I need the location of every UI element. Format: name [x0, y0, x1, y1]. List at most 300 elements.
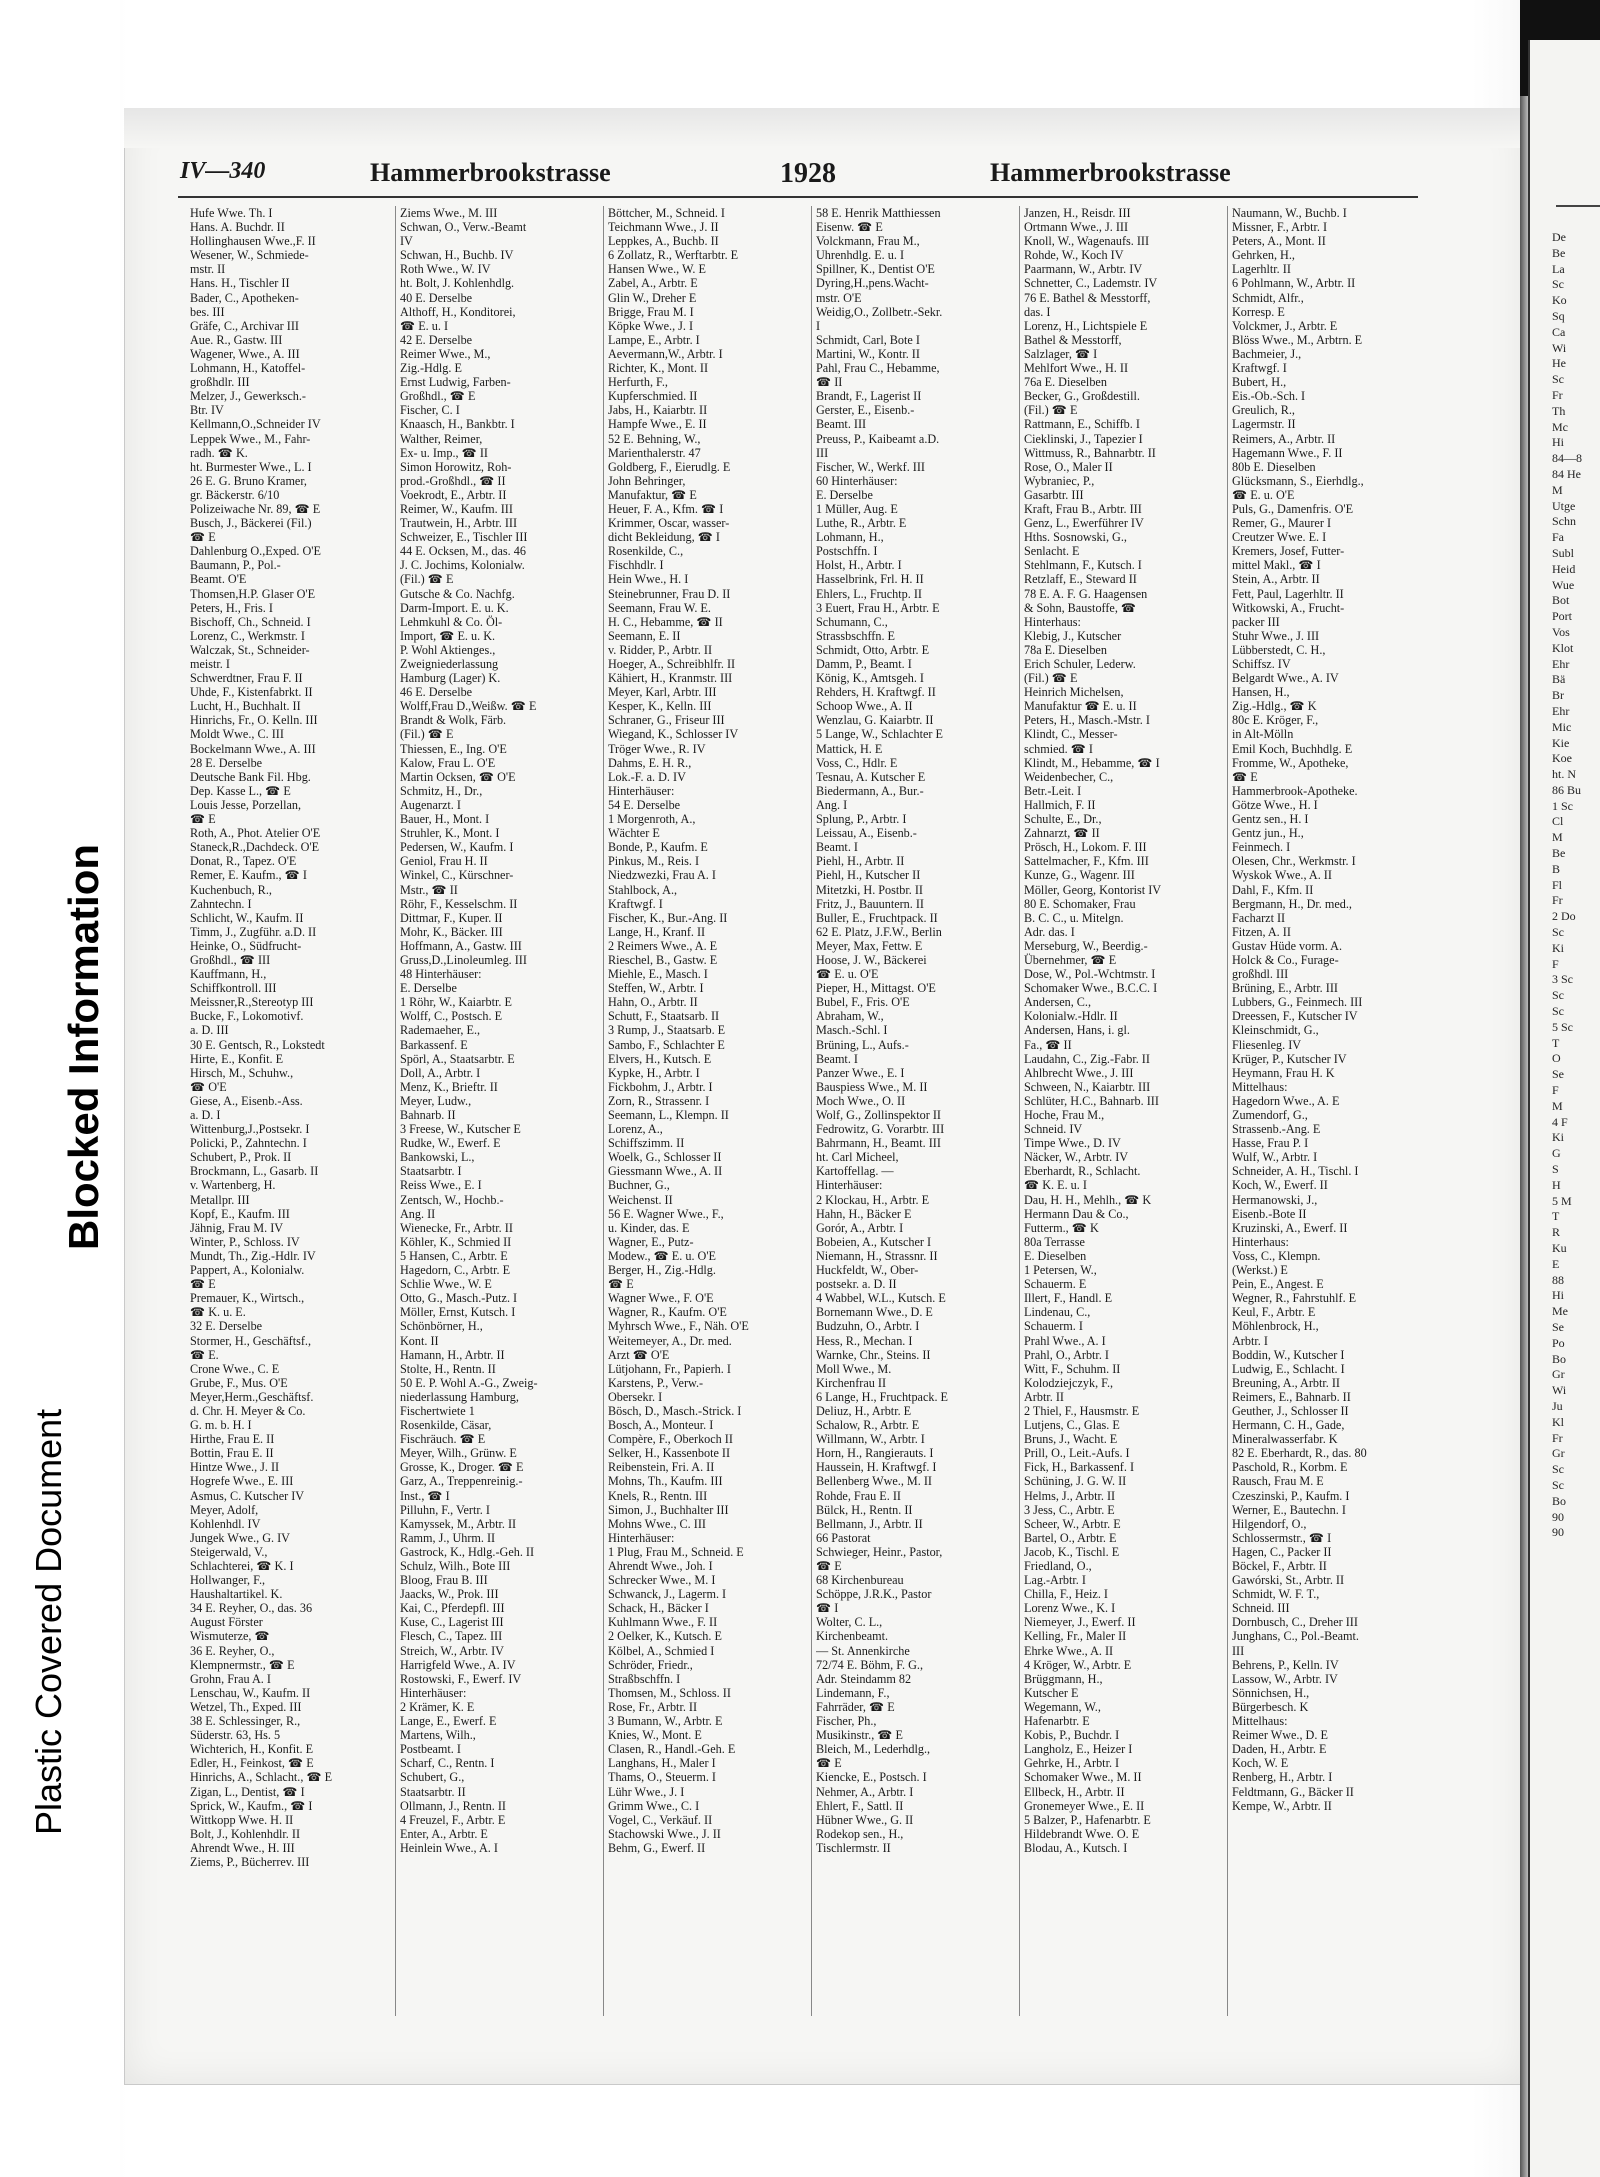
directory-entry: Kypke, H., Arbtr. I [608, 1065, 700, 1080]
directory-entry: Struhler, K., Mont. I [400, 826, 500, 841]
directory-entry: Kauffmann, H., [190, 967, 267, 982]
directory-entry: Gehrke, H., Arbtr. I [1024, 1756, 1120, 1771]
directory-entry: Simon, J., Buchhalter III [608, 1502, 729, 1517]
directory-entry: Giese, A., Eisenb.-Ass. [190, 1093, 303, 1108]
directory-entry: Remer, E. Kaufm., ☎ I [190, 868, 307, 883]
directory-entry: Feinmech. I [1232, 840, 1291, 855]
directory-entry: Kesper, K., Kelln. III [608, 699, 712, 714]
directory-entry: Edler, H., Feinkost, ☎ E [190, 1756, 314, 1771]
directory-entry: Rose, Fr., Arbtr. II [608, 1699, 698, 1714]
directory-entry: Renberg, H., Arbtr. I [1232, 1770, 1333, 1785]
directory-entry: Stein, A., Arbtr. II [1232, 572, 1320, 587]
directory-entry: Brandt & Wolk, Färb. [400, 713, 507, 728]
directory-entry: Walczak, St., Schneider- [190, 642, 310, 657]
directory-entry: Scheer, W., Arbtr. E [1024, 1516, 1121, 1531]
adjacent-page-fragment: Sc [1552, 1462, 1564, 1477]
directory-entry: Bleich, M., Lederhdlg., [816, 1742, 931, 1757]
directory-entry: Manufaktur ☎ E. u. II [1024, 699, 1137, 714]
directory-entry: Pedersen, W., Kaufm. I [400, 840, 514, 855]
directory-entry: ☎ O'E [190, 1079, 227, 1094]
directory-entry: König, K., Amtsgeh. I [816, 671, 924, 686]
directory-entry: Louis Jesse, Porzellan, [190, 797, 302, 812]
directory-entry: Bloog, Frau B. III [400, 1573, 488, 1588]
directory-entry: Gerster, E., Eisenb.- [816, 403, 915, 418]
directory-entry: Schwan, H., Buchb. IV [400, 248, 514, 263]
directory-entry: Geniol, Frau H. II [400, 854, 488, 869]
directory-entry: Ziems, P., Bücherrev. III [190, 1854, 310, 1869]
directory-entry: Zig.-Hdlg. E [400, 361, 462, 376]
directory-entry: Wulf, W., Arbtr. I [1232, 1150, 1318, 1165]
directory-entry: Inst., ☎ I [400, 1488, 450, 1503]
directory-entry: Peters, H., Fris. I [190, 600, 273, 615]
directory-entry: Fischertwiete 1 [400, 1403, 475, 1418]
directory-entry: Martin Ocksen, ☎ O'E [400, 769, 516, 784]
directory-entry: Zabel, A., Arbtr. E [608, 276, 698, 291]
directory-entry: Andersen, C., [1024, 995, 1092, 1010]
directory-entry: Schlachterei, ☎ K. I [190, 1559, 294, 1573]
directory-entry: Lindenau, C., [1024, 1305, 1091, 1320]
directory-entry: Schneid. IV [1024, 1122, 1083, 1137]
directory-entry: bes. III [190, 304, 225, 319]
directory-entry: E. Dieselben [1024, 1248, 1087, 1263]
directory-entry: Lorenz, C., Werkmstr. I [190, 628, 305, 643]
directory-entry: Mittelhaus: [1232, 1714, 1288, 1729]
directory-entry: Ex- u. Imp., ☎ II [400, 445, 488, 460]
directory-entry: Chilla, F., Heiz. I [1024, 1587, 1108, 1602]
directory-entry: ☎ E [190, 530, 216, 545]
directory-entry: Peters, H., Masch.-Mstr. I [1024, 713, 1150, 728]
directory-entry: 2 Reimers Wwe., A. E [608, 938, 718, 953]
directory-entry: Schlüter, H.C., Bahnarb. III [1024, 1093, 1159, 1108]
directory-entry: Winkel, C., Kürschner- [400, 868, 514, 883]
directory-entry: Großhdl., ☎ III [190, 952, 271, 967]
directory-entry: Hagedorn Wwe., A. E [1232, 1093, 1340, 1108]
directory-entry: 76a E. Dieselben [1024, 375, 1107, 390]
directory-entry: Warnke, Chr., Steins. II [816, 1347, 931, 1362]
directory-entry: Hinrichs, Fr., O. Kelln. III [190, 713, 318, 728]
directory-entry: IV [400, 234, 413, 249]
directory-entry: das. I [1024, 304, 1051, 319]
directory-entry: Möhlenbrock, H., [1232, 1319, 1319, 1334]
directory-entry: Myhrsch Wwe., F., Näh. O'E [608, 1319, 749, 1334]
directory-entry: Langhans, H., Maler I [608, 1756, 716, 1771]
directory-entry: Gasarbtr. III [1024, 487, 1084, 502]
adjacent-page-fragment: Koe [1552, 751, 1572, 766]
directory-entry: Eisenb.-Bote II [1232, 1206, 1307, 1221]
directory-entry: Mittelhaus: [1232, 1079, 1288, 1094]
directory-entry: ☎ E. u. I [400, 318, 449, 333]
directory-entry: Reiss Wwe., E. I [400, 1178, 482, 1193]
adjacent-page-fragment: Sc [1552, 925, 1564, 940]
directory-entry: 82 E. Eberhardt, R., das. 80 [1232, 1446, 1367, 1461]
directory-entry: Hampfe Wwe., E. II [608, 417, 707, 432]
directory-entry: Weichenst. II [608, 1192, 673, 1207]
directory-entry: Krüger, P., Kutscher IV [1232, 1051, 1347, 1066]
directory-entry: Schwanck, J., Lagerm. I [608, 1587, 727, 1602]
directory-entry: Mineralwasserfabr. K [1232, 1432, 1338, 1447]
directory-entry: Mehlfort Wwe., H. II [1024, 361, 1129, 376]
directory-entry: Jabs, H., Kaiarbtr. II [608, 403, 708, 418]
directory-entry: Wegner, R., Fahrstuhlf. E [1232, 1291, 1357, 1306]
directory-entry: Wolff, C., Postsch. E [400, 1009, 503, 1024]
directory-entry: Rosenkilde, C., [608, 544, 684, 559]
directory-entry: Huckfeldt, W., Ober- [816, 1263, 919, 1278]
adjacent-page-fragment: Sc [1552, 372, 1564, 387]
directory-entry: Hirte, E., Konfit. E [190, 1051, 284, 1066]
directory-entry: Mitetzki, H. Postbr. II [816, 882, 923, 897]
directory-entry: Dittmar, F., Kuper. II [400, 910, 503, 925]
directory-entry: Zentsch, W., Hochb.- [400, 1192, 504, 1207]
directory-entry: Böckel, F., Arbtr. II [1232, 1559, 1327, 1573]
column-divider [395, 206, 396, 2016]
directory-entry: Adr. das. I [1024, 924, 1075, 939]
directory-entry: Hollinghausen Wwe.,F. II [190, 234, 316, 249]
directory-entry: Gehrken, H., [1232, 248, 1295, 263]
adjacent-page-fragment: Se [1552, 1319, 1564, 1334]
directory-entry: Hinterhäuser: [608, 783, 675, 798]
adjacent-page-fragment: F [1552, 956, 1559, 971]
directory-entry: Ludwig, E., Schlacht. I [1232, 1361, 1345, 1376]
directory-entry: Lagermstr. II [1232, 417, 1296, 432]
directory-entry: Bucke, F., Lokomotivf. [190, 1009, 304, 1024]
directory-entry: Adr. Steindamm 82 [816, 1671, 912, 1686]
directory-entry: Donat, R., Tapez. O'E [190, 854, 297, 869]
adjacent-page-fragment: Klot [1552, 640, 1574, 655]
directory-entry: Brockmann, L., Gasarb. II [190, 1164, 319, 1179]
directory-entry: 4 Kröger, W., Arbtr. E [1024, 1657, 1132, 1672]
directory-entry: Naumann, W., Buchb. I [1232, 206, 1347, 220]
directory-entry: Kraftwgf. I [608, 896, 663, 911]
directory-entry: 76 E. Bathel & Messtorff, [1024, 290, 1151, 305]
directory-entry: Herfurth, F., [608, 375, 668, 390]
directory-entry: v. Wartenberg, H. [190, 1178, 276, 1193]
directory-entry: Hufe Wwe. Th. I [190, 206, 273, 220]
directory-entry: Zahnarzt, ☎ II [1024, 826, 1100, 841]
directory-entry: Schmidt, Carl, Bote I [816, 332, 920, 347]
directory-entry: 80 E. Schomaker, Frau [1024, 896, 1136, 911]
directory-entry: E. Derselbe [400, 981, 457, 996]
directory-entry: Geuther, J., Schlosser II [1232, 1403, 1349, 1418]
directory-entry: Bürgerbesch. K [1232, 1699, 1309, 1714]
directory-entry: Bubert, H., [1232, 375, 1287, 390]
directory-entry: 2 Klockau, H., Arbtr. E [816, 1192, 930, 1207]
directory-entry: Keul, F., Arbtr. E [1232, 1305, 1316, 1320]
directory-entry: ☎ E [190, 1277, 216, 1292]
adjacent-page-fragment: Heid [1552, 561, 1576, 576]
adjacent-page-fragment: Utge [1552, 498, 1576, 513]
directory-entry: Ehrke Wwe., A. II [1024, 1643, 1114, 1658]
directory-entry: Kraftwgf. I [1232, 361, 1287, 376]
adjacent-page-fragment: Wue [1552, 577, 1575, 592]
directory-entry: Heinrich Michelsen, [1024, 685, 1124, 700]
directory-entry: Volckmer, J., Arbtr. E [1232, 318, 1338, 333]
directory-entry: Bolt, J., Kohlenhdlr. II [190, 1826, 301, 1841]
directory-entry: Lohmann, H., Katoffel- [190, 361, 306, 376]
directory-entry: Knoll, W., Wagenaufs. III [1024, 234, 1150, 249]
directory-entry: Thams, O., Steuerm. I [608, 1770, 716, 1785]
directory-entry: Holck & Co., Furage- [1232, 952, 1339, 967]
year-label: 1928 [780, 158, 836, 189]
directory-entry: Flesch, C., Tapez. III [400, 1629, 503, 1644]
directory-entry: Reimers, E., Bahnarb. II [1232, 1389, 1351, 1404]
directory-entry: Moldt Wwe., C. III [190, 727, 284, 742]
directory-entry: 3 Bumann, W., Arbtr. E [608, 1714, 723, 1729]
directory-entry: Martini, W., Kontr. II [816, 346, 920, 361]
directory-entry: Daden, H., Arbtr. E [1232, 1742, 1327, 1757]
directory-entry: Fickbohm, J., Arbtr. I [608, 1079, 713, 1094]
adjacent-page-fragment: Sc [1552, 1477, 1564, 1492]
directory-entry: Bellmann, J., Arbtr. II [816, 1516, 923, 1531]
directory-entry: Niedzwezki, Frau A. I [608, 868, 716, 883]
adjacent-page-fragment: Wi [1552, 1383, 1567, 1398]
directory-entry: Wittmuss, R., Bahnarbtr. II [1024, 445, 1156, 460]
directory-entry: Stuhr Wwe., J. III [1232, 628, 1320, 643]
directory-entry: III [816, 445, 829, 460]
directory-entry: Fromme, W., Apotheke, [1232, 755, 1349, 770]
directory-entry: Darm-Import. E. u. K. [400, 600, 509, 615]
directory-entry: E. Derselbe [816, 487, 873, 502]
directory-entry: Hammerbrook-Apotheke. [1232, 783, 1358, 798]
directory-entry: Lampe, E., Arbtr. I [608, 332, 700, 347]
directory-entry: Staatsarbtr. II [400, 1784, 466, 1799]
directory-entry: a. D. III [190, 1023, 229, 1038]
directory-entry: Korresp. E [1232, 304, 1285, 319]
directory-column-5 [1024, 206, 1222, 2026]
directory-entry: Eberhardt, R., Schlacht. [1024, 1164, 1141, 1179]
directory-entry: 72/74 E. Böhm, F. G., [816, 1657, 924, 1672]
directory-entry: Meyer, Max, Fettw. E [816, 938, 923, 953]
directory-entry: Melzer, J., Gewerksch.- [190, 389, 306, 404]
directory-entry: Biedermann, A., Bur.- [816, 783, 924, 798]
column-divider [811, 206, 812, 2016]
directory-entry: Fett, Paul, Lagerhltr. II [1232, 586, 1344, 601]
directory-entry: Lutjens, C., Glas. E [1024, 1418, 1120, 1433]
directory-entry: 46 E. Derselbe [400, 685, 473, 700]
directory-entry: Kremers, Josef, Futter- [1232, 544, 1345, 559]
directory-entry: Ahrendt Wwe., H. III [190, 1840, 295, 1855]
directory-entry: Musikinstr., ☎ E [816, 1728, 903, 1743]
directory-entry: Modew., ☎ E. u. O'E [608, 1248, 716, 1263]
directory-entry: Meyer, Karl, Arbtr. III [608, 685, 717, 700]
directory-entry: Sprick, W., Kaufm., ☎ I [190, 1798, 313, 1813]
directory-entry: v. Ridder, P., Arbtr. II [608, 642, 713, 657]
directory-entry: Polizeiwache Nr. 89, ☎ E [190, 501, 321, 516]
directory-entry: Wesener, W., Schmiede- [190, 248, 309, 263]
directory-entry: Lange, H., Kranf. II [608, 924, 706, 939]
directory-entry: Rohde, Frau E. II [816, 1488, 901, 1503]
adjacent-page-fragment: Sc [1552, 988, 1564, 1003]
adjacent-page-fragment: 86 Bu [1552, 782, 1582, 797]
directory-entry: Schwan, O., Verw.-Beamt [400, 220, 527, 235]
directory-entry: Arbtr. II [1024, 1389, 1064, 1404]
directory-entry: Beamt. O'E [190, 572, 247, 587]
directory-entry: (Werkst.) E [1232, 1263, 1288, 1278]
directory-entry: Hinterhäuser: [608, 1530, 675, 1545]
directory-entry: — St. Annenkirche [816, 1643, 910, 1658]
directory-entry: Fischer, W., Werkf. III [816, 459, 925, 474]
adjacent-page-fragment: Gr [1552, 1446, 1565, 1461]
directory-entry: Mundt, Th., Zig.-Hdlr. IV [190, 1248, 316, 1263]
directory-entry: Wagner, R., Kaufm. O'E [608, 1305, 727, 1320]
directory-entry: Staneck,R.,Dachdeck. O'E [190, 840, 320, 855]
directory-entry: Ollmann, J., Rentn. II [400, 1798, 506, 1813]
directory-entry: Hoose, J. W., Bäckerei [816, 952, 927, 967]
directory-entry: Rieschel, B., Gastw. E [608, 952, 718, 967]
directory-entry: Buchner, G., [608, 1178, 670, 1193]
directory-entry: ☎ E. u. O'E [1232, 487, 1295, 502]
directory-entry: Bockelmann Wwe., A. III [190, 741, 316, 756]
adjacent-page-fragment: Bä [1552, 672, 1566, 687]
directory-entry: Remer, G., Maurer I [1232, 516, 1332, 531]
directory-entry: Schack, H., Bäcker I [608, 1601, 709, 1616]
directory-entry: Grosse, K., Droger. ☎ E [400, 1460, 524, 1475]
directory-entry: Wismuterze, ☎ [190, 1629, 270, 1644]
directory-entry: Haushaltartikel. K. [190, 1587, 283, 1602]
adjacent-page-fragment: R [1552, 1225, 1561, 1240]
adjacent-page-fragment: M [1552, 830, 1563, 845]
directory-entry: Fliesenleg. IV [1232, 1037, 1302, 1052]
directory-entry: Eisenw. ☎ E [816, 220, 883, 235]
directory-column-1 [190, 206, 388, 2026]
directory-entry: Jähnig, Frau M. IV [190, 1220, 284, 1235]
directory-entry: Schneid. III [1232, 1601, 1290, 1616]
directory-entry: Schüning, J. G. W. II [1024, 1474, 1127, 1489]
directory-entry: Lübberstedt, C. H., [1232, 642, 1326, 657]
page-number: IV—340 [180, 158, 266, 184]
directory-entry: & Sohn, Baustoffe, ☎ [1024, 600, 1137, 615]
directory-entry: Bergmann, H., Dr. med., [1232, 896, 1352, 911]
directory-entry: Schrecker Wwe., M. I [608, 1573, 716, 1588]
adjacent-page-fragment: Ku [1552, 1241, 1567, 1255]
directory-entry: Ahrendt Wwe., Joh. I [608, 1559, 713, 1573]
directory-entry: Gräfe, C., Archivar III [190, 318, 299, 333]
directory-entry: Belgardt Wwe., A. IV [1232, 671, 1339, 686]
book-binding [1520, 96, 1528, 2177]
directory-entry: Rodekop sen., H., [816, 1826, 904, 1841]
directory-entry: Budzuhn, O., Arbtr. I [816, 1319, 920, 1334]
directory-entry: Illert, F., Handl. E [1024, 1291, 1113, 1306]
directory-entry: Schiffkontroll. III [190, 981, 277, 996]
adjacent-page-fragment: Ki [1552, 1130, 1564, 1145]
directory-entry: Eis.-Ob.-Sch. I [1232, 389, 1306, 404]
directory-entry: Rohde, W., Koch IV [1024, 248, 1124, 263]
directory-entry: Grohn, Frau A. I [190, 1671, 271, 1686]
directory-entry: Übernehmer, ☎ E [1024, 952, 1117, 967]
directory-entry: Otto, G., Masch.-Putz. I [400, 1291, 518, 1306]
directory-entry: Hamburg (Lager) K. [400, 671, 501, 686]
directory-entry: Asmus, C. Kutscher IV [190, 1488, 305, 1503]
directory-entry: Postbeamt. I [400, 1742, 461, 1757]
directory-entry: Stehlmann, F., Kutsch. I [1024, 558, 1142, 573]
directory-entry: Wolf, G., Zollinspektor II [816, 1108, 941, 1122]
directory-entry: Zig.-Hdlg., ☎ K [1232, 699, 1317, 714]
adjacent-page-fragment: Th [1552, 403, 1566, 418]
directory-entry: Brandt, F., Lagerist II [816, 389, 922, 404]
directory-entry: 6 Zollatz, R., Werftarbtr. E [608, 248, 739, 263]
directory-entry: Dreessen, F., Kutscher IV [1232, 1009, 1358, 1024]
directory-entry: Splung, P., Arbtr. I [816, 812, 907, 827]
directory-entry: mstr. O'E [816, 290, 862, 305]
directory-entry: Schmidt, W. F. T., [1232, 1587, 1320, 1602]
directory-entry: Großhdl., ☎ E [400, 389, 476, 404]
directory-entry: Götze Wwe., H. I [1232, 797, 1318, 812]
directory-entry: schmied. ☎ I [1024, 741, 1093, 756]
adjacent-page-fragment: T [1552, 1035, 1560, 1050]
directory-entry: Policki, P., Zahntechn. I [190, 1136, 307, 1151]
directory-entry: Bellenberg Wwe., M. II [816, 1474, 932, 1489]
directory-entry: H. C., Hebamme, ☎ II [608, 614, 723, 629]
directory-entry: Schiffsz. IV [1232, 657, 1291, 671]
directory-entry: Bruns, J., Wacht. E [1024, 1432, 1118, 1447]
directory-entry: Lange, E., Ewerf. E [400, 1714, 497, 1729]
directory-entry: Voss, C., Klempn. [1232, 1248, 1321, 1263]
directory-entry: Enter, A., Arbtr. E [400, 1826, 488, 1841]
directory-entry: 1 Morgenroth, A., [608, 812, 696, 827]
directory-entry: Möller, Ernst, Kutsch. I [400, 1305, 516, 1320]
directory-entry: Greulich, R., [1232, 403, 1295, 418]
adjacent-page-fragment: Me [1552, 1304, 1568, 1319]
directory-entry: Straßbschffn. I [608, 1671, 681, 1686]
directory-column-3 [608, 206, 806, 2026]
directory-entry: Steinebrunner, Frau D. II [608, 586, 731, 601]
directory-entry: Langholz, E., Heizer I [1024, 1742, 1133, 1757]
directory-entry: Elvers, H., Kutsch. E [608, 1051, 712, 1066]
directory-entry: ☎ E [816, 1559, 842, 1573]
directory-entry: ht. Burmester Wwe., L. I [190, 459, 312, 474]
directory-entry: Trautwein, H., Arbtr. III [400, 516, 518, 531]
directory-entry: Scharf, C., Rentn. I [400, 1756, 495, 1771]
directory-entry: (Fil.) ☎ E [1024, 403, 1078, 418]
adjacent-page-fragment: O [1552, 1051, 1561, 1066]
directory-entry: Buller, E., Fruchtpack. II [816, 910, 938, 925]
directory-entry: Schöppe, J.R.K., Pastor [816, 1587, 932, 1602]
directory-entry: Bornemann Wwe., D. E [816, 1305, 933, 1320]
directory-entry: (Fil.) ☎ E [1024, 671, 1078, 686]
directory-entry: Rausch, Frau M. E [1232, 1474, 1324, 1489]
directory-entry: Beamt. I [816, 840, 858, 855]
directory-entry: Emil Koch, Buchhdlg. E [1232, 741, 1353, 756]
directory-entry: Reimer Wwe., M., [400, 346, 491, 361]
directory-entry: 48 Hinterhäuser: [400, 967, 482, 982]
directory-entry: Wagner, E., Putz- [608, 1234, 694, 1249]
directory-entry: Streich, W., Arbtr. IV [400, 1643, 504, 1658]
directory-entry: Hinterhäuser: [816, 1178, 883, 1193]
directory-entry: Doll, A., Arbtr. I [400, 1065, 481, 1080]
directory-entry: Bader, C., Apotheken- [190, 290, 299, 305]
directory-entry: Crone Wwe., C. E [190, 1361, 280, 1376]
directory-entry: Kraft, Frau B., Arbtr. III [1024, 501, 1142, 516]
directory-entry: 68 Kirchenbureau [816, 1573, 904, 1588]
adjacent-page-fragment: Be [1552, 245, 1566, 260]
directory-entry: ☎ E [816, 1756, 842, 1771]
directory-entry: Kellmann,O.,Schneider IV [190, 417, 321, 432]
directory-entry: Rattmann, E., Schiffb. I [1024, 417, 1140, 432]
directory-entry: Garz, A., Treppenreinig.- [400, 1474, 523, 1489]
directory-entry: Rehders, H. Kraftwgf. II [816, 685, 936, 700]
directory-entry: Kuse, C., Lagerist III [400, 1615, 504, 1630]
directory-entry: Schraner, G., Friseur III [608, 713, 725, 728]
directory-entry: 60 Hinterhäuser: [816, 473, 898, 488]
adjacent-page-fragment: M [1552, 482, 1563, 497]
directory-entry: 80c E. Kröger, F., [1232, 713, 1319, 728]
directory-entry: Clasen, R., Handl.-Geh. E [608, 1742, 736, 1757]
directory-entry: Gustav Hüde vorm. A. [1232, 938, 1343, 953]
adjacent-page-fragment: B [1552, 861, 1561, 876]
directory-entry: Feldtmann, G., Bäcker II [1232, 1784, 1354, 1799]
directory-entry: Bonde, P., Kaufm. E [608, 840, 708, 855]
directory-entry: Bosch, A., Monteur. I [608, 1418, 714, 1433]
directory-entry: mittel Makl., ☎ I [1232, 558, 1321, 573]
